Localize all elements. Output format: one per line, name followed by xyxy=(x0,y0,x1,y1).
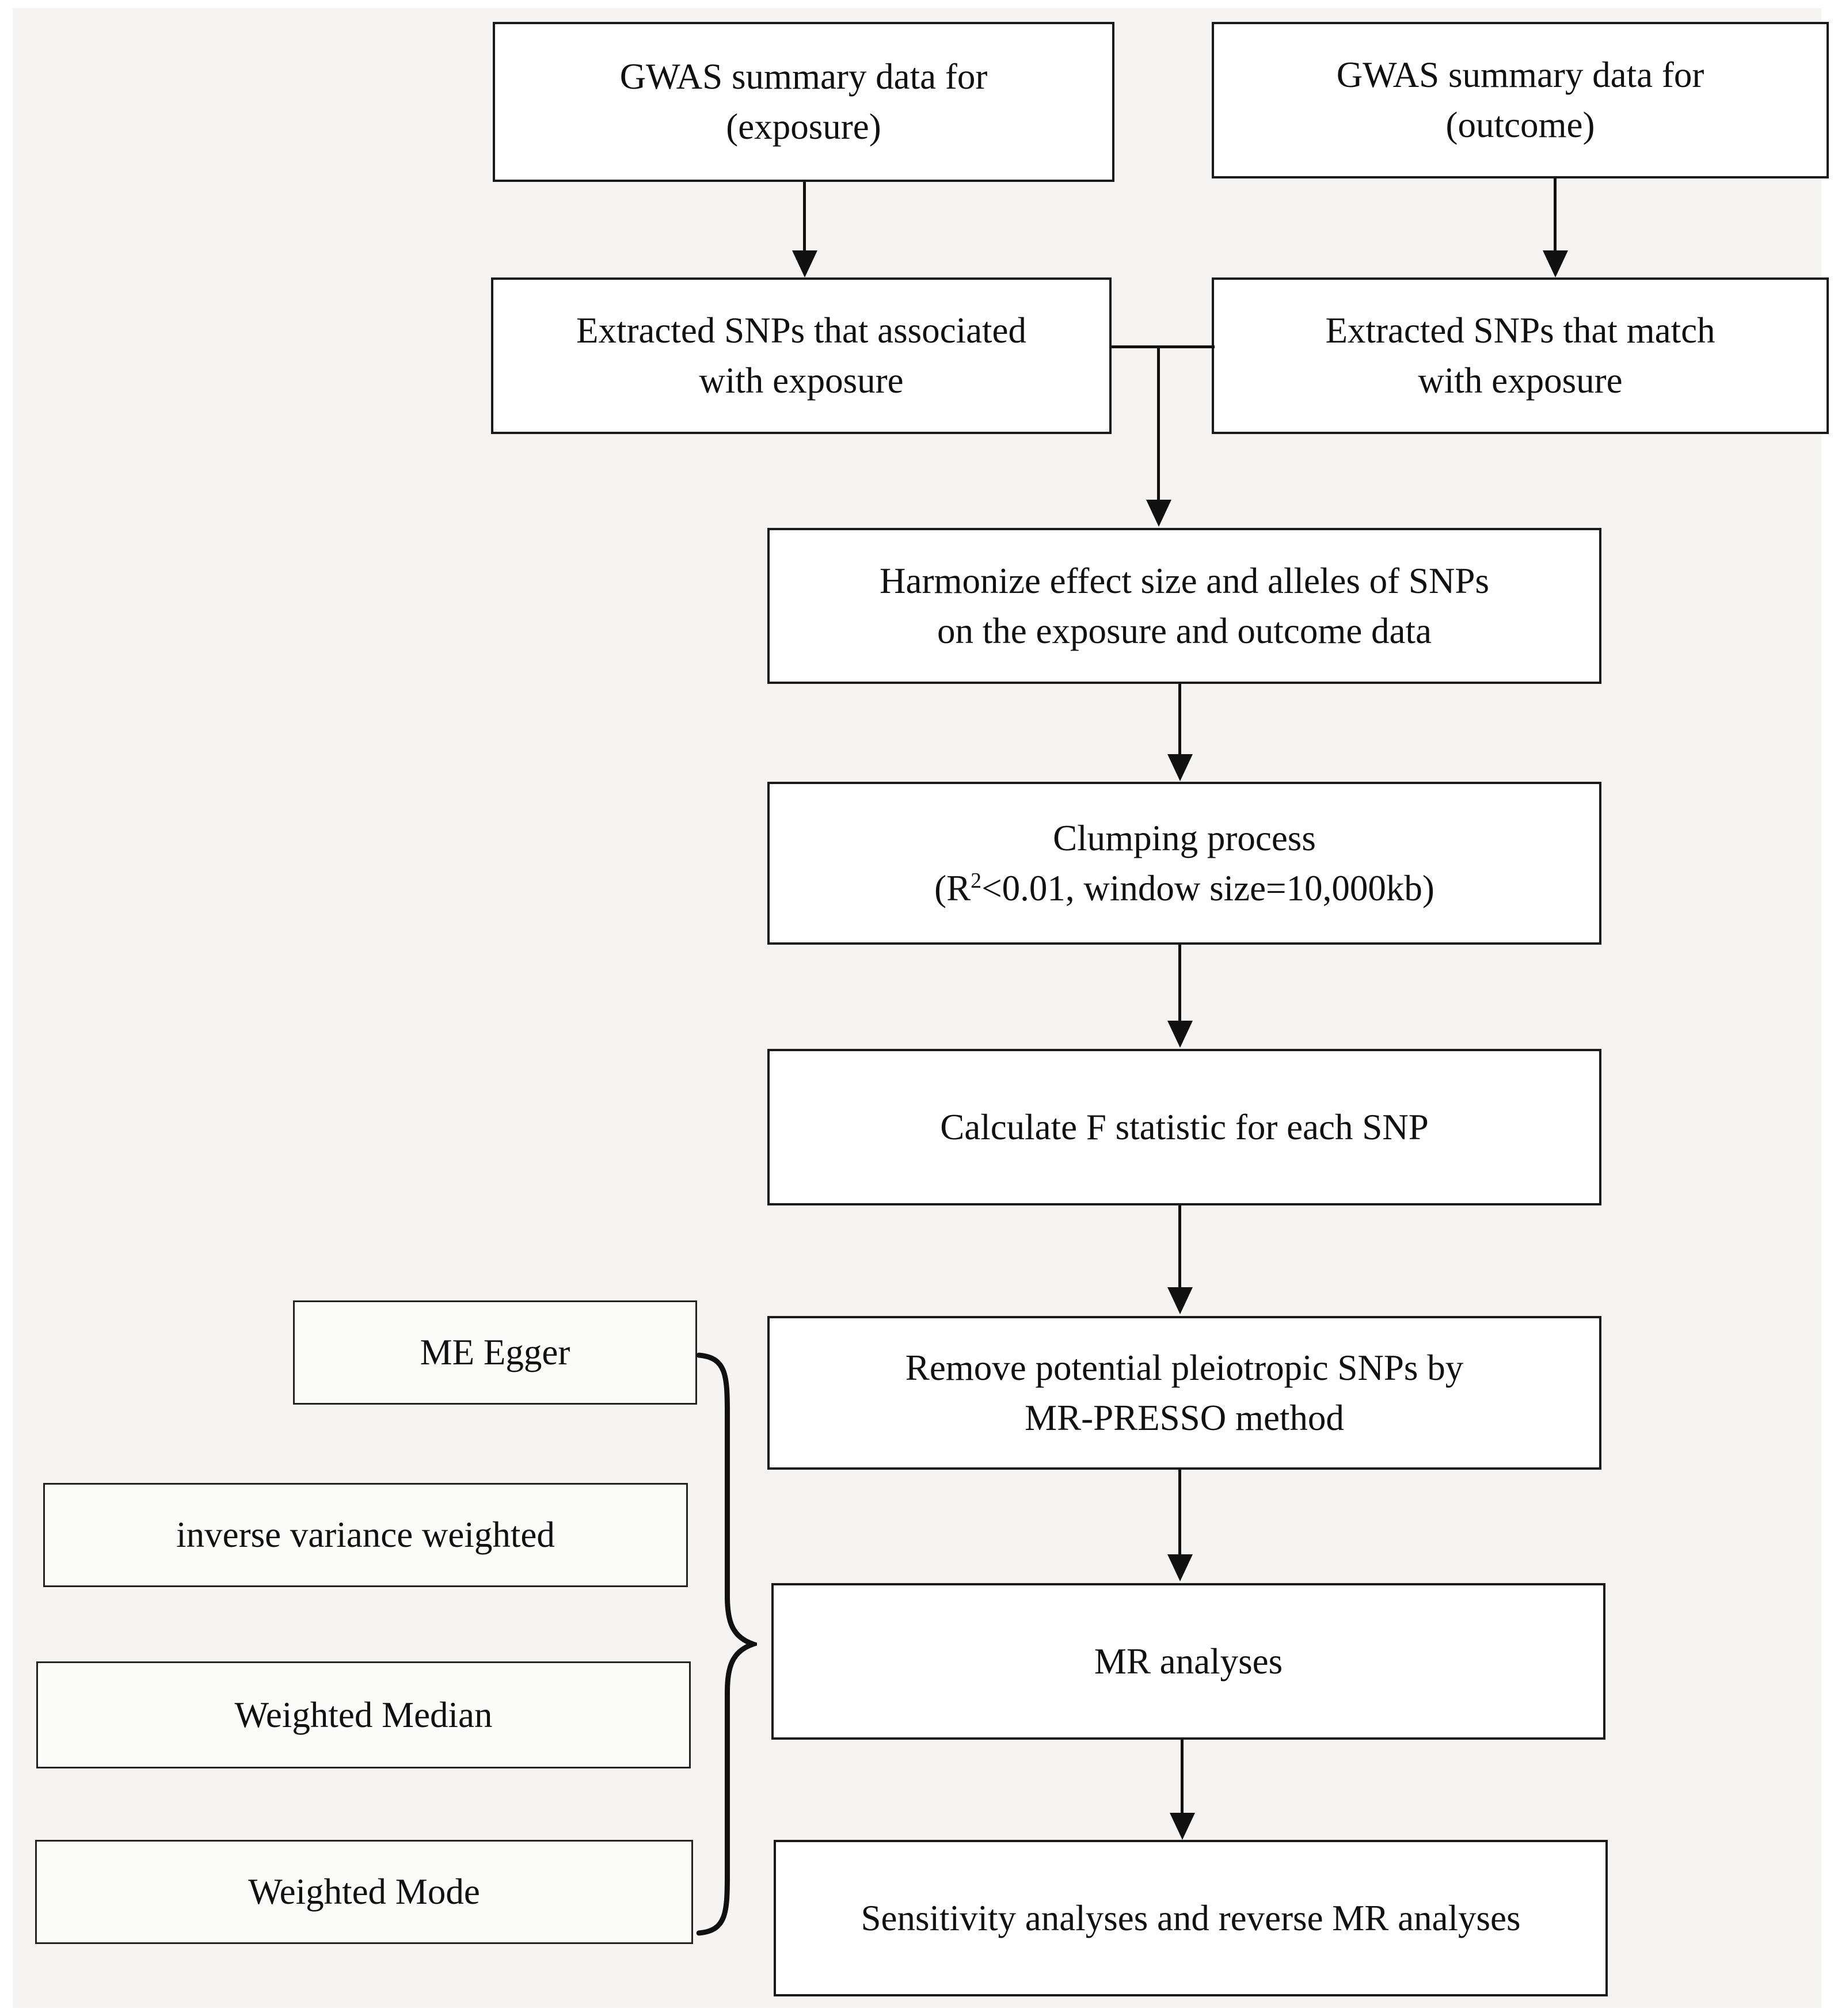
box-weighted-mode-label: Weighted Mode xyxy=(248,1872,480,1912)
box-gwas-outcome xyxy=(1212,22,1829,178)
clumping-r: (R xyxy=(934,868,971,908)
box-gwas-exposure-line2: (exposure) xyxy=(726,106,881,147)
box-clumping-line2 xyxy=(934,864,1435,914)
box-me-egger xyxy=(293,1300,697,1405)
box-f-statistic xyxy=(767,1049,1601,1205)
box-sensitivity xyxy=(774,1840,1608,1996)
box-me-egger-label: ME Egger xyxy=(420,1332,570,1372)
arrow-clumping-fstat-line xyxy=(1178,945,1181,1022)
box-mr-analyses-line1: MR analyses xyxy=(1094,1641,1283,1682)
box-gwas-outcome-line2: (outcome) xyxy=(1445,105,1595,145)
curly-brace-icon xyxy=(692,1352,757,1937)
clumping-superscript-2: 2 xyxy=(971,868,982,893)
arrow-presso-mr-head xyxy=(1167,1554,1193,1581)
arrow-exposure-line xyxy=(803,182,806,252)
box-ivw-label: inverse variance weighted xyxy=(176,1515,555,1555)
arrow-presso-mr-line xyxy=(1178,1470,1181,1556)
arrow-clumping-fstat-head xyxy=(1167,1021,1193,1048)
box-clumping xyxy=(767,782,1601,945)
arrow-outcome-line xyxy=(1554,178,1557,252)
box-harmonize-line2: on the exposure and outcome data xyxy=(937,610,1432,651)
box-extract-outcome-line1: Extracted SNPs that match xyxy=(1325,310,1715,351)
box-weighted-mode xyxy=(35,1840,693,1944)
box-extract-exposure-line2: with exposure xyxy=(699,360,904,401)
clumping-params: <0.01, window size=10,000kb) xyxy=(981,868,1435,908)
box-clumping-line1: Clumping process xyxy=(1053,817,1316,858)
box-gwas-exposure xyxy=(493,22,1114,182)
box-extract-exposure-line1: Extracted SNPs that associated xyxy=(576,310,1027,351)
box-inverse-variance-weighted xyxy=(43,1483,688,1587)
box-gwas-outcome-line1: GWAS summary data for xyxy=(1336,55,1704,96)
arrow-fstat-presso-line xyxy=(1178,1205,1181,1289)
box-mr-analyses xyxy=(771,1583,1605,1740)
box-mr-presso-line2: MR-PRESSO method xyxy=(1025,1397,1344,1438)
box-weighted-median xyxy=(36,1661,691,1768)
arrow-harmonize-clumping-line xyxy=(1178,684,1181,756)
box-gwas-exposure-line1: GWAS summary data for xyxy=(619,56,988,97)
box-harmonize-line1: Harmonize effect size and alleles of SNPs xyxy=(880,560,1489,601)
arrow-mr-sensitivity-line xyxy=(1181,1740,1184,1815)
connector-arrow-head xyxy=(1146,500,1171,527)
box-extract-exposure xyxy=(491,277,1112,434)
box-extract-outcome xyxy=(1212,277,1829,434)
arrow-mr-sensitivity-head xyxy=(1170,1813,1195,1840)
box-harmonize xyxy=(767,528,1601,684)
box-mr-presso xyxy=(767,1316,1601,1470)
connector-vertical-line xyxy=(1157,345,1160,502)
box-f-statistic-line1: Calculate F statistic for each SNP xyxy=(940,1106,1429,1147)
arrow-outcome-head xyxy=(1543,250,1568,277)
box-mr-presso-line1: Remove potential pleiotropic SNPs by xyxy=(905,1347,1464,1388)
connector-horizontal-line xyxy=(1112,345,1215,348)
arrow-exposure-head xyxy=(792,250,817,277)
box-extract-outcome-line2: with exposure xyxy=(1418,360,1623,401)
box-weighted-median-label: Weighted Median xyxy=(234,1694,493,1735)
arrow-fstat-presso-head xyxy=(1167,1287,1193,1314)
arrow-harmonize-clumping-head xyxy=(1167,754,1193,781)
box-sensitivity-line1: Sensitivity analyses and reverse MR analyses xyxy=(861,1897,1521,1938)
